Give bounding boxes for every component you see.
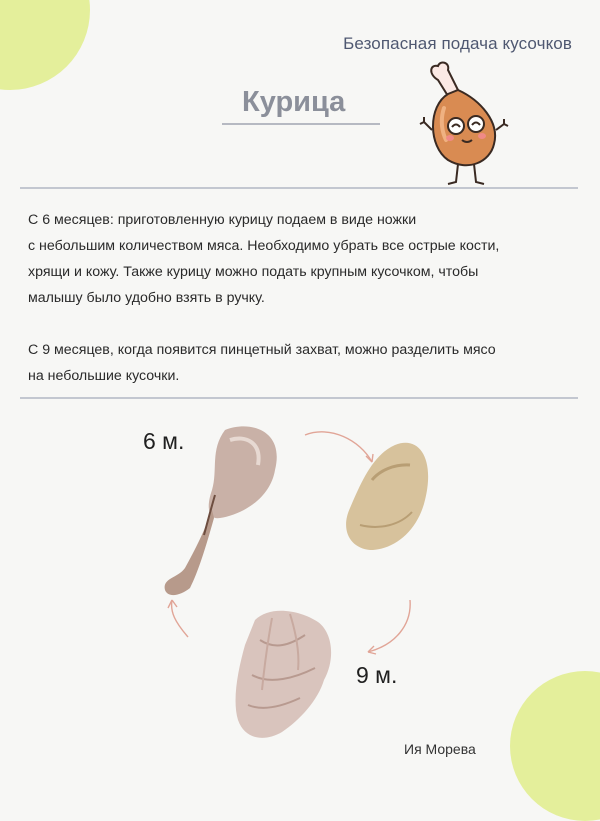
shredded-meat-photo: [236, 611, 332, 738]
page-title: Курица: [242, 86, 346, 118]
paragraph-line: на небольшие кусочки.: [28, 368, 180, 384]
divider-bottom: [20, 397, 578, 399]
paragraph-line: С 6 месяцев: приготовленную курицу подаем в виде ножки: [28, 212, 417, 228]
decor-blob-top-left: [0, 0, 90, 90]
paragraph-6-months: [28, 207, 588, 311]
divider-top: [20, 187, 578, 189]
title-underline: [222, 123, 380, 125]
age-label-9-months: 9 м.: [356, 662, 398, 688]
chicken-drumstick-icon: [418, 60, 510, 190]
paragraph-line: хрящи и кожу. Также курицу можно подать крупным кусочком, чтобы: [28, 264, 479, 280]
author-name: Ия Морева: [404, 741, 476, 757]
meat-piece-photo: [346, 443, 428, 550]
page-subtitle: Безопасная подача кусочков: [343, 34, 572, 53]
age-label-6-months: 6 м.: [143, 428, 185, 454]
paragraph-line: малышу было удобно взять в ручку.: [28, 290, 265, 306]
chicken-serving-illustration: [0, 400, 600, 761]
paragraph-9-months: [28, 337, 588, 389]
paragraph-line: С 9 месяцев, когда появится пинцетный захват, можно разделить мясо: [28, 342, 496, 358]
paragraph-line: с небольшим количеством мяса. Необходимо убрать все острые кости,: [28, 238, 500, 254]
